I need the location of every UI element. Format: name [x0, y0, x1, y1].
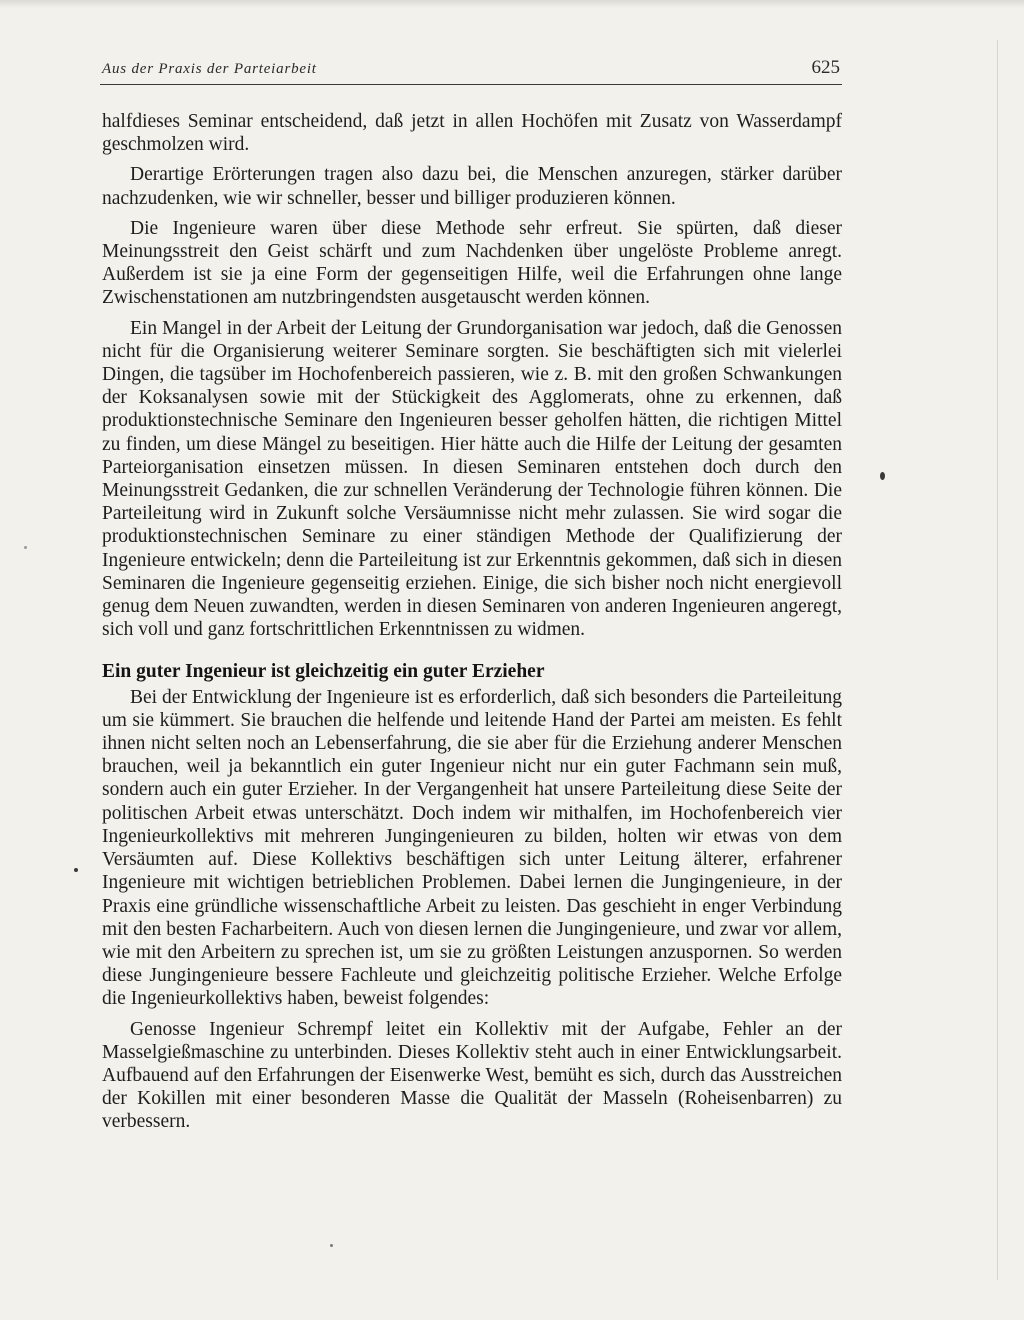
running-title: Aus der Praxis der Parteiarbeit — [102, 61, 317, 77]
paragraph: Derartige Erörterungen tragen also dazu bei, die Menschen anzuregen, stärker darüber nachzudenken, wie wir schneller, besser und billiger produzieren können. — [102, 164, 842, 209]
scan-top-edge — [0, 0, 1024, 8]
ink-speck — [24, 546, 27, 549]
paragraph: Genosse Ingenieur Schrempf leitet ein Kollektiv mit der Aufgabe, Fehler an der Masselgießmaschine zu unterbinden. Dieses Kollektiv steht auch in einer Entwicklungsarbeit. Aufbauend auf den Erfahrungen der Eisenwerke West, bemüht es sich, durch das Ausstreichen der Kokillen mit einer besonderen Masse die Qualität der Masseln (Roheisenbarren) zu verbessern. — [102, 1018, 842, 1133]
ink-speck — [330, 1244, 333, 1247]
scan-right-edge — [997, 40, 998, 1280]
ink-speck — [880, 472, 885, 480]
paragraph: Ein Mangel in der Arbeit der Leitung der Grundorganisation war jedoch, daß die Genossen nicht für die Organisierung weiterer Seminare sorgten. Sie beschäftigten sich mit vielerlei Dingen, die tagsüber im Hochofenbereich passieren, wie z. B. mit den großen Schwankungen der Koksanalysen sowie mit der Stückigkeit des Agglomerats, ohne zu erkennen, daß produktionstechnische Seminare den Ingenieuren besser geholfen hätten, die richtigen Mittel zu finden, um diese Mängel zu beseitigen. Hier hätte auch die Hilfe der Leitung der gesamten Parteiorganisation einsetzen müssen. In diesen Seminaren entstehen doch durch den Meinungsstreit Gedanken, die zur schnellen Veränderung der Technologie führen können. Die Parteileitung wird in Zukunft solche Versäumnisse nicht mehr zulassen. Sie wird sogar die produktionstechnischen Seminare zu einer ständigen Methode der Qualifizierung der Ingenieure entwickeln; denn die Parteileitung ist zur Erkenntnis gekommen, daß sich in diesen Seminaren die Ingenieure gegenseitig erziehen. Einige, die sich bisher noch nicht energievoll genug dem Neuen zuwandten, werden in diesen Seminaren von anderen Ingenieuren angeregt, sich voll und ganz fortschrittlichen Erkenntnissen zu widmen. — [102, 317, 842, 641]
ink-speck — [74, 868, 78, 872]
section-heading: Ein guter Ingenieur ist gleichzeitig ein guter Erzieher — [102, 661, 545, 683]
running-header — [100, 56, 842, 85]
page-number: 625 — [811, 57, 840, 78]
article-body — [102, 110, 842, 1141]
paragraph-continued: halfdieses Seminar entscheidend, daß jetzt in allen Hochöfen mit Zusatz von Wasserdampf geschmolzen wird. — [102, 111, 842, 156]
paragraph: Bei der Entwicklung der Ingenieure ist es erforderlich, daß sich besonders die Parteileitung um sie kümmert. Sie brauchen die helfende und leitende Hand der Partei am meisten. Es fehlt ihnen nicht selten noch an Lebenserfahrung, die sie aber für die Erziehung anderer Menschen brauchen, weil ja bekanntlich ein guter Ingenieur nicht nur ein guter Fachmann sein muß, sondern auch ein guter Erzieher. In der Vergangenheit hat unsere Parteileitung diese Seite der politischen Arbeit etwas unterschätzt. Doch indem wir mithalfen, im Hochofenbereich vier Ingenieurkollektivs mit mehreren Jungingenieuren zu bilden, holten wir etwas von dem Versäumten auf. Diese Kollektivs beschäftigen sich unter Leitung älterer, erfahrener Ingenieure mit wichtigen betrieblichen Problemen. Dabei lernen die Jungingenieure, in der Praxis eine gründliche wissenschaftliche Arbeit zu leisten. Das geschieht in enger Verbindung mit den besten Facharbeitern. Auch von diesen lernen die Jungingenieure, und zwar vor allem, wie mit den Arbeitern zu sprechen ist, um sie zu größten Leistungen anzuspornen. So werden diese Jungingenieure bessere Fachleute und gleichzeitig politische Erzieher. Welche Erfolge die Ingenieurkollektivs haben, beweist folgendes: — [102, 686, 842, 1010]
paragraph: Die Ingenieure waren über diese Methode sehr erfreut. Sie spürten, daß dieser Meinungsstreit den Geist schärft und zum Nachdenken über ungelöste Probleme anregt. Außerdem ist sie ja eine Form der gegenseitigen Hilfe, weil die Erfahrungen ohne lange Zwischenstationen am nutzbringendsten ausgetauscht werden können. — [102, 217, 842, 309]
